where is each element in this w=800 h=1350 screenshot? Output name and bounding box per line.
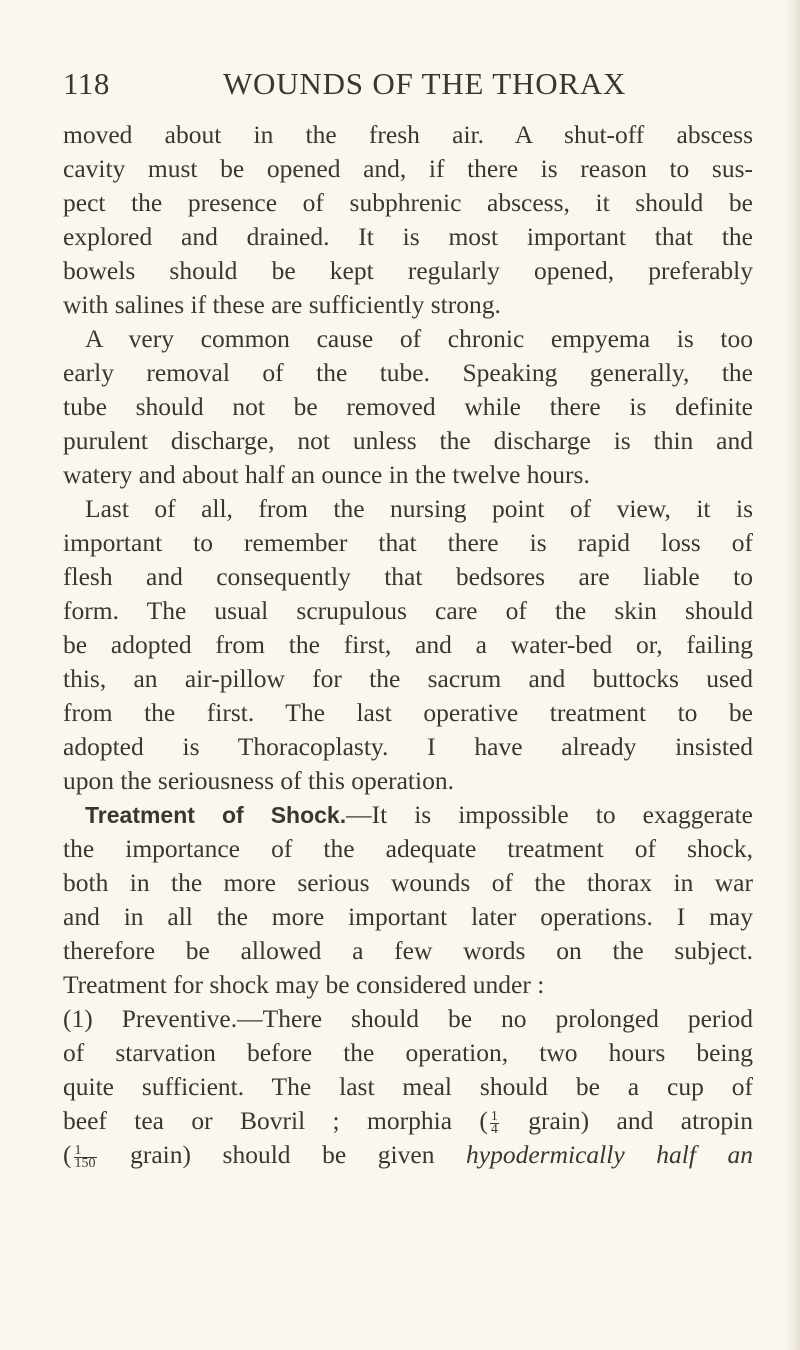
text-line: early removal of the tube. Speaking generally, the [63,358,753,387]
text-line: adopted is Thoracoplasty. I have already insisted [63,732,753,761]
page-header [63,66,753,106]
text-line [63,1104,753,1138]
text-line: both in the more serious wounds of the thorax in war [63,868,753,897]
text-line: upon the seriousness of this operation. [63,766,454,795]
text-line: be adopted from the first, and a water-bed or, failing [63,630,753,659]
text-line: bowels should be kept regularly opened, preferably [63,256,753,285]
fraction-denominator: 150 [74,1155,96,1171]
page-number: 118 [63,66,110,101]
text-line: moved about in the fresh air. A shut-off abscess [63,120,753,149]
fraction [74,1142,97,1171]
text-line: quite sufficient. The last meal should be a cup of [63,1072,753,1101]
text-line: with salines if these are sufficiently strong. [63,290,501,319]
text-line: watery and about half an ounce in the twelve hours. [63,460,590,489]
text-run: —It is impossible to exaggerate [346,800,754,829]
body-text [63,118,753,1172]
text-run: beef tea or Bovril ; morphia ( [63,1106,488,1135]
text-line: this, an air-pillow for the sacrum and buttocks used [63,664,753,693]
text-line: purulent discharge, not unless the discharge is thin and [63,426,753,455]
text-line: tube should not be removed while there is definite [63,392,753,421]
fraction-numerator: 1 [490,1108,498,1124]
text-line: form. The usual scrupulous care of the skin should [63,596,753,625]
text-line: Last of all, from the nursing point of view, it is [85,494,753,523]
text-line: pect the presence of subphrenic abscess, it should be [63,188,753,217]
text-line: cavity must be opened and, if there is reason to sus- [63,154,753,183]
text-line: from the first. The last operative treatment to be [63,698,753,727]
fraction [490,1108,499,1137]
text-line: therefore be allowed a few words on the subject. [63,936,753,965]
section-heading-line [63,798,753,832]
text-line: A very common cause of chronic empyema is too [85,324,753,353]
fraction-denominator: 4 [490,1121,498,1137]
text-line: Treatment for shock may be considered under : [63,970,545,999]
text-line: (1) Preventive.—There should be no prolonged period [63,1004,753,1033]
fraction-numerator: 1 [74,1145,97,1158]
text-line: and in all the more important later operations. I may [63,902,753,931]
text-line: the importance of the adequate treatment of shock, [63,834,753,863]
text-line: of starvation before the operation, two hours being [63,1038,753,1067]
text-line: explored and drained. It is most important that the [63,222,753,251]
text-run: grain) should be given [98,1140,467,1169]
text-run: grain) and atropin [500,1106,753,1135]
text-line: flesh and consequently that bedsores are liable to [63,562,753,591]
page-edge-shadow [786,0,800,1350]
italic-text: hypodermically half an [466,1140,753,1169]
running-head: WOUNDS OF THE THORAX [223,66,627,101]
section-heading: Treatment of Shock. [85,802,347,828]
text-run: ( [63,1140,72,1169]
text-line [63,1138,753,1172]
text-line: important to remember that there is rapid loss of [63,528,753,557]
